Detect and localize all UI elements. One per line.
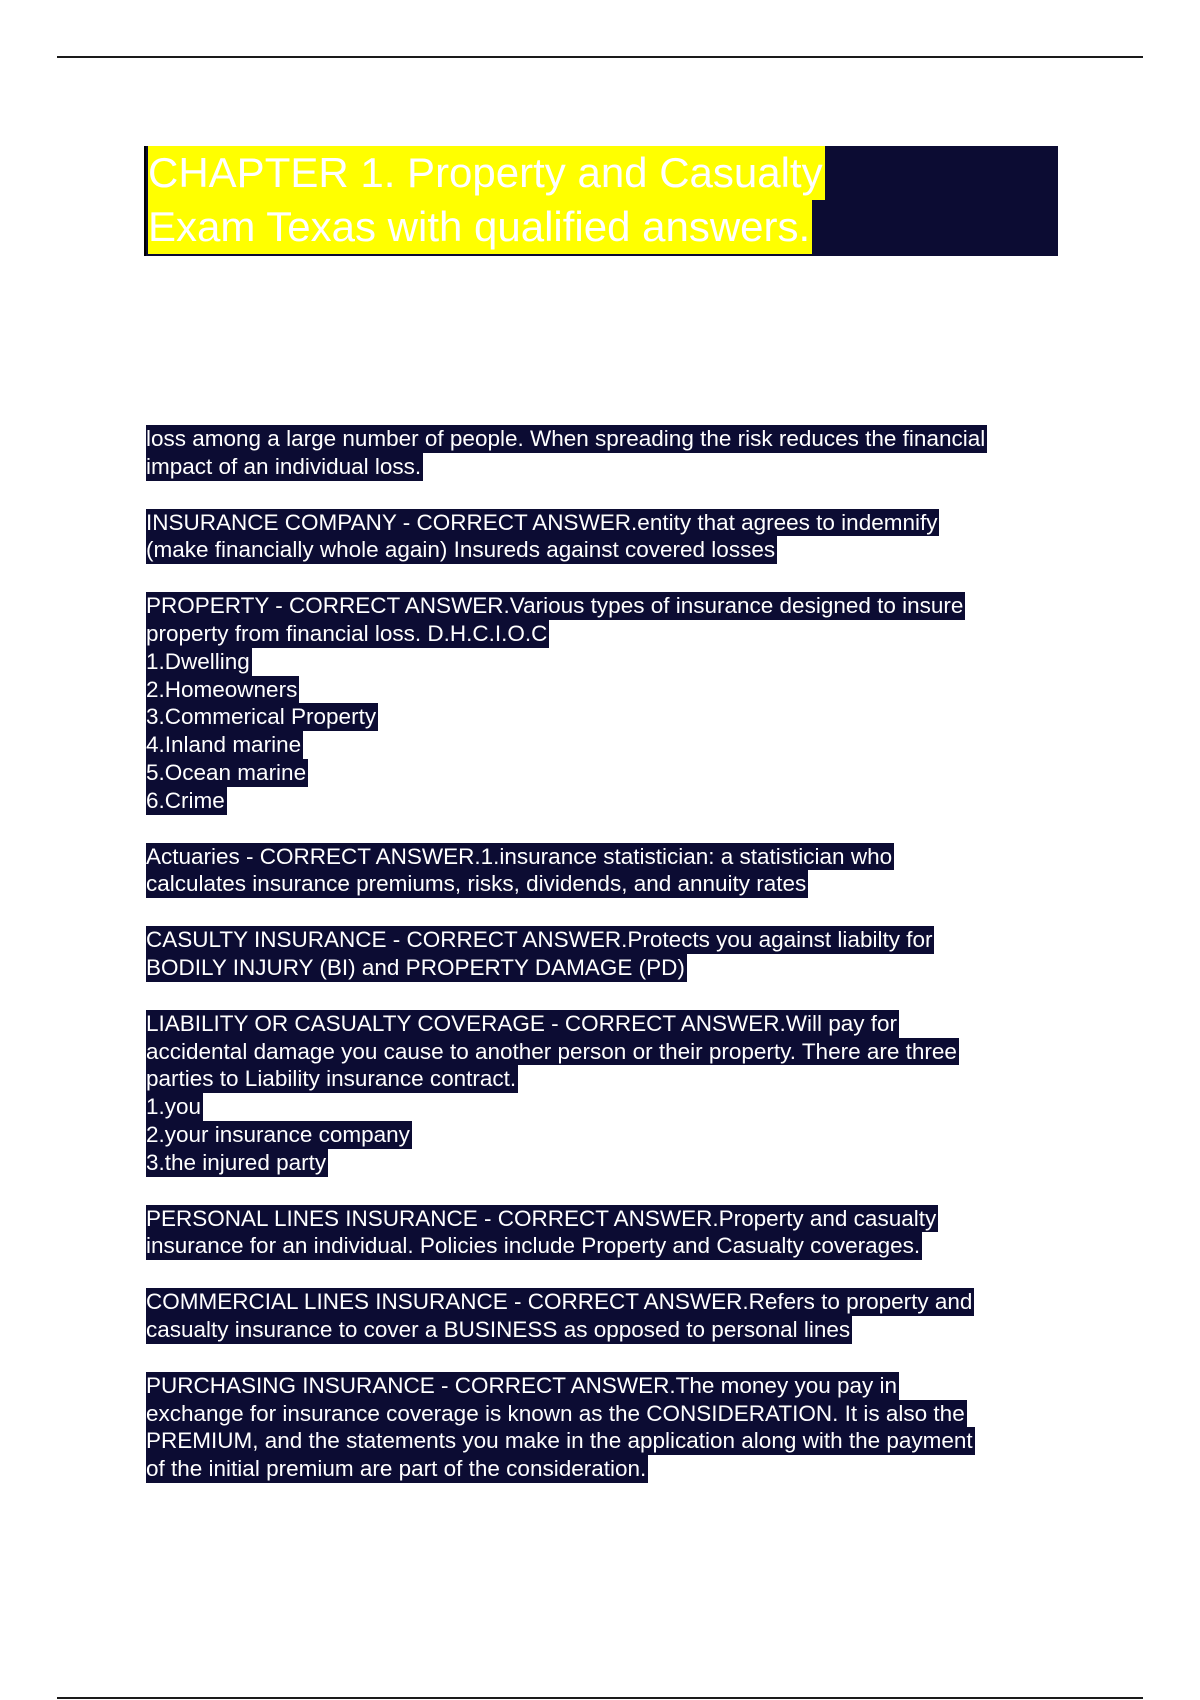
- title-line: Exam Texas with qualified answers.: [148, 200, 812, 254]
- text-line: PERSONAL LINES INSURANCE - CORRECT ANSWER.Property and casualty: [146, 1205, 937, 1231]
- text-line: loss among a large number of people. When spreading the risk reduces the financial: [146, 426, 986, 451]
- text-line: 1.Dwelling: [146, 648, 250, 674]
- paragraph-property: [146, 592, 1066, 814]
- document-title: [148, 146, 825, 254]
- text-line: 5.Ocean marine: [146, 759, 307, 785]
- text-line: calculates insurance premiums, risks, dividends, and annuity rates: [146, 871, 807, 897]
- text-line: of the initial premium are part of the consideration.: [146, 1456, 647, 1482]
- paragraph-insurance-company: [146, 509, 1066, 565]
- text-line: 2.Homeowners: [146, 676, 298, 702]
- paragraph-commercial-lines: [146, 1288, 1066, 1344]
- top-rule: [57, 56, 1143, 58]
- text-line: PREMIUM, and the statements you make in the application along with the payment: [146, 1428, 973, 1454]
- text-line: 2.your insurance company: [146, 1121, 410, 1147]
- paragraph-liability-coverage: [146, 1010, 1066, 1177]
- text-line: 4.Inland marine: [146, 732, 302, 758]
- text-line: COMMERCIAL LINES INSURANCE - CORRECT ANSWER.Refers to property and: [146, 1289, 973, 1315]
- text-line: exchange for insurance coverage is known as the CONSIDERATION. It is also the: [146, 1400, 965, 1426]
- text-line: (make financially whole again) Insureds against covered losses: [146, 537, 776, 563]
- title-line: CHAPTER 1. Property and Casualty: [148, 146, 825, 200]
- text-line: accidental damage you cause to another person or their property. There are three: [146, 1038, 957, 1064]
- text-line: property from financial loss. D.H.C.I.O.C: [146, 620, 548, 646]
- text-line: PROPERTY - CORRECT ANSWER.Various types of insurance designed to insure: [146, 593, 964, 619]
- text-line: Actuaries - CORRECT ANSWER.1.insurance statistician: a statistician who: [146, 843, 893, 869]
- text-line: 1.you: [146, 1094, 202, 1120]
- paragraph-personal-lines: [146, 1205, 1066, 1261]
- title-block: [144, 146, 1058, 256]
- paragraph-purchasing-insurance: [146, 1372, 1066, 1483]
- text-line: BODILY INJURY (BI) and PROPERTY DAMAGE (PD): [146, 954, 685, 980]
- paragraph-casulty-insurance: [146, 926, 1066, 982]
- paragraph-actuaries: [146, 843, 1066, 899]
- bottom-rule: [57, 1697, 1143, 1699]
- text-line: 6.Crime: [146, 787, 225, 813]
- paragraph-intro-continuation: [146, 425, 1066, 481]
- text-line: parties to Liability insurance contract.: [146, 1066, 517, 1092]
- text-line: insurance for an individual. Policies include Property and Casualty coverages.: [146, 1233, 921, 1259]
- text-line: 3.the injured party: [146, 1149, 327, 1175]
- text-line: PURCHASING INSURANCE - CORRECT ANSWER.The money you pay in: [146, 1372, 898, 1398]
- text-line: CASULTY INSURANCE - CORRECT ANSWER.Protects you against liabilty for: [146, 927, 933, 953]
- text-line: 3.Commerical Property: [146, 704, 377, 730]
- text-line: casualty insurance to cover a BUSINESS as opposed to personal lines: [146, 1316, 851, 1342]
- document-body: [146, 425, 1066, 1511]
- text-line: impact of an individual loss.: [146, 453, 422, 479]
- text-line: INSURANCE COMPANY - CORRECT ANSWER.entity that agrees to indemnify: [146, 509, 938, 535]
- text-line: LIABILITY OR CASUALTY COVERAGE - CORRECT ANSWER.Will pay for: [146, 1010, 898, 1036]
